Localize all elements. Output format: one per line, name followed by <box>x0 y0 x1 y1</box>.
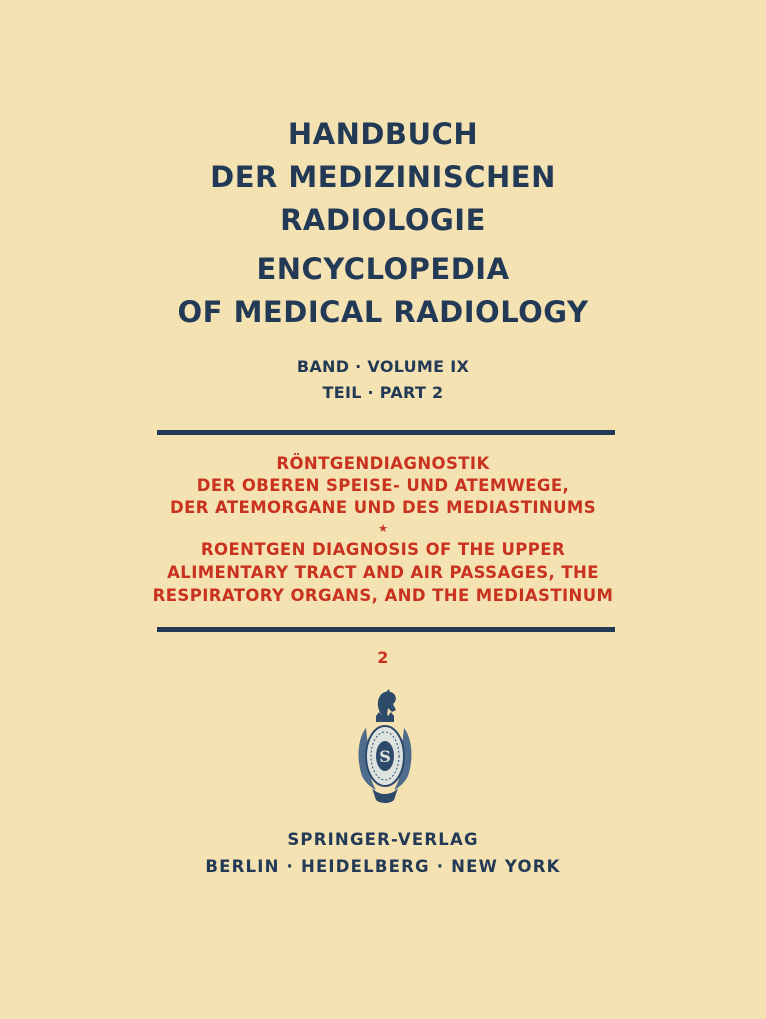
springer-knight-logo-icon <box>352 688 418 808</box>
top-rule <box>157 430 615 435</box>
title-de-line-1: HANDBUCH <box>287 117 479 151</box>
star-separator-icon: ★ <box>378 522 388 535</box>
bottom-rule <box>157 627 615 632</box>
subtitle-en-line-3: RESPIRATORY ORGANS, AND THE MEDIASTINUM <box>152 586 614 605</box>
subtitle-de-line-3: DER ATEMORGANE UND DES MEDIASTINUMS <box>169 498 597 517</box>
publisher-cities: BERLIN · HEIDELBERG · NEW YORK <box>205 857 561 876</box>
subtitle-en-line-1: ROENTGEN DIAGNOSIS OF THE UPPER <box>200 540 566 559</box>
title-en-line-2: OF MEDICAL RADIOLOGY <box>177 295 589 329</box>
subtitle-de-line-2: DER OBEREN SPEISE- UND ATEMWEGE, <box>196 476 570 495</box>
svg-text:S: S <box>379 747 391 766</box>
volume-label: BAND · VOLUME IX <box>296 357 470 376</box>
part-label: TEIL · PART 2 <box>322 383 444 402</box>
subtitle-de-line-1: RÖNTGENDIAGNOSTIK <box>276 454 490 473</box>
title-de-line-2: DER MEDIZINISCHEN <box>210 160 556 194</box>
title-de-line-3: RADIOLOGIE <box>280 203 486 237</box>
title-en-line-1: ENCYCLOPEDIA <box>256 252 510 286</box>
subtitle-en-line-2: ALIMENTARY TRACT AND AIR PASSAGES, THE <box>167 563 599 582</box>
sub-volume-number: 2 <box>377 648 389 667</box>
publisher-name: SPRINGER-VERLAG <box>287 830 479 849</box>
